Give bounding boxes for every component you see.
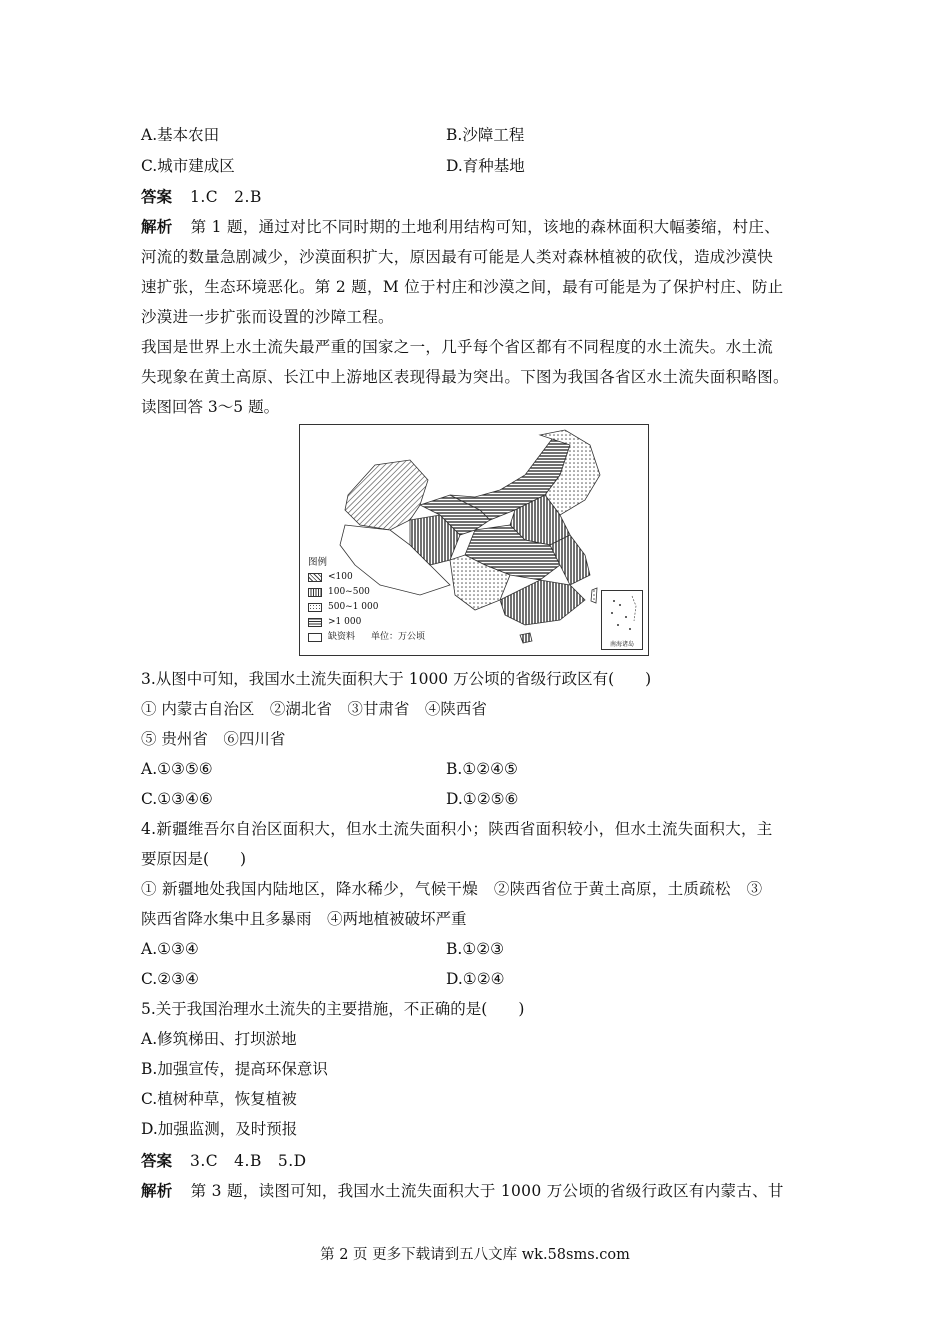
region-hainan [520, 633, 532, 643]
legend-label: 100~500 [328, 587, 370, 597]
analysis-line [141, 1176, 821, 1206]
legend-swatch [308, 633, 322, 642]
option-b: B.沙障工程 [446, 126, 525, 144]
answer-label: 答案 [141, 1151, 173, 1170]
q3-option-c: C.①③④⑥ [141, 790, 213, 808]
q4-option-a: A.①③④ [141, 940, 199, 958]
inset-label: 南海诸岛 [609, 641, 634, 648]
analysis-label: 解析 [141, 217, 173, 236]
region-taiwan [591, 588, 597, 603]
legend-item [308, 615, 425, 630]
south-china-sea-inset [601, 590, 643, 650]
legend-label: 缺资料 [328, 632, 356, 642]
q4-stem: 4.新疆维吾尔自治区面积大，但水土流失面积小；陕西省面积较小，但水土流失面积大，主 [141, 820, 773, 838]
map-legend [308, 555, 425, 645]
legend-title: 图例 [308, 557, 328, 568]
page-footer: 第 2 页 更多下载请到五八文库 wk.58sms.com [320, 1247, 630, 1263]
q4-items: 陕西省降水集中且多暴雨 ④两地植被破坏严重 [141, 910, 467, 928]
legend-swatch [308, 603, 322, 612]
analysis-text: 第 3 题，读图可知，我国水土流失面积大于 1000 万公顷的省级行政区有内蒙古、甘 [190, 1182, 784, 1200]
map-unit: 单位：万公顷 [371, 632, 426, 642]
intro-line: 失现象在黄土高原、长江中上游地区表现得最为突出。下图为我国各省区水土流失面积略图。 [141, 368, 789, 386]
legend-item [308, 600, 425, 615]
intro-line: 我国是世界上水土流失最严重的国家之一，几乎每个省区都有不同程度的水土流失。水土流 [141, 338, 774, 356]
analysis-line [141, 212, 821, 242]
q4-option-d: D.①②④ [446, 970, 505, 988]
legend-label: <100 [328, 572, 353, 582]
q3-option-a: A.①③⑤⑥ [141, 760, 213, 778]
answer-label: 答案 [141, 187, 173, 206]
q5-option-c: C.植树种草，恢复植被 [141, 1090, 297, 1108]
q3-option-b: B.①②④⑤ [446, 760, 518, 778]
q4-option-c: C.②③④ [141, 970, 199, 988]
option-a: A.基本农田 [141, 126, 220, 144]
region-south [500, 580, 585, 625]
legend-label: 500~1 000 [328, 602, 379, 612]
q4-option-b: B.①②③ [446, 940, 505, 958]
q3-option-d: D.①②⑤⑥ [446, 790, 519, 808]
inset-islands-graphic [602, 591, 642, 641]
q4-stem: 要原因是( ) [141, 850, 247, 868]
answer-row-1 [141, 182, 821, 212]
q3-stem: 3.从图中可知，我国水土流失面积大于 1000 万公顷的省级行政区有( ) [141, 670, 652, 688]
analysis-line: 沙漠进一步扩张而设置的沙障工程。 [141, 308, 394, 326]
q5-stem: 5.关于我国治理水土流失的主要措施，不正确的是( ) [141, 1000, 525, 1018]
q3-items: ① 内蒙古自治区 ②湖北省 ③甘肃省 ④陕西省 [141, 700, 487, 718]
analysis-text: 第 1 题，通过对比不同时期的土地利用结构可知，该地的森林面积大幅萎缩，村庄、 [190, 218, 781, 236]
legend-swatch [308, 588, 322, 597]
q5-option-d: D.加强监测，及时预报 [141, 1120, 298, 1138]
legend-item [308, 570, 425, 585]
q5-option-b: B.加强宣传，提高环保意识 [141, 1060, 328, 1078]
legend-label: >1 000 [328, 617, 362, 627]
analysis-line: 河流的数量急剧减少，沙漠面积扩大，原因最有可能是人类对森林植被的砍伐，造成沙漠快 [141, 248, 774, 266]
q3-items: ⑤ 贵州省 ⑥四川省 [141, 730, 286, 748]
answer-items: 3.C 4.B 5.D [190, 1152, 307, 1170]
answer-items: 1.C 2.B [190, 188, 262, 206]
analysis-label: 解析 [141, 1181, 173, 1200]
q5-option-a: A.修筑梯田、打坝淤地 [141, 1030, 297, 1048]
intro-line: 读图回答 3～5 题。 [141, 398, 280, 416]
q4-items: ① 新疆地处我国内陆地区，降水稀少，气候干燥 ②陕西省位于黄土高原，土质疏松 ③ [141, 880, 763, 898]
legend-item [308, 585, 425, 600]
legend-swatch [308, 618, 322, 627]
answer-row-2 [141, 1146, 821, 1176]
legend-swatch [308, 573, 322, 582]
legend-item [308, 630, 425, 645]
option-c: C.城市建成区 [141, 157, 235, 175]
analysis-line: 速扩张，生态环境恶化。第 2 题，M 位于村庄和沙漠之间，最有可能是为了保护村庄、防止 [141, 278, 784, 296]
option-d: D.育种基地 [446, 157, 525, 175]
soil-erosion-map [299, 424, 649, 656]
